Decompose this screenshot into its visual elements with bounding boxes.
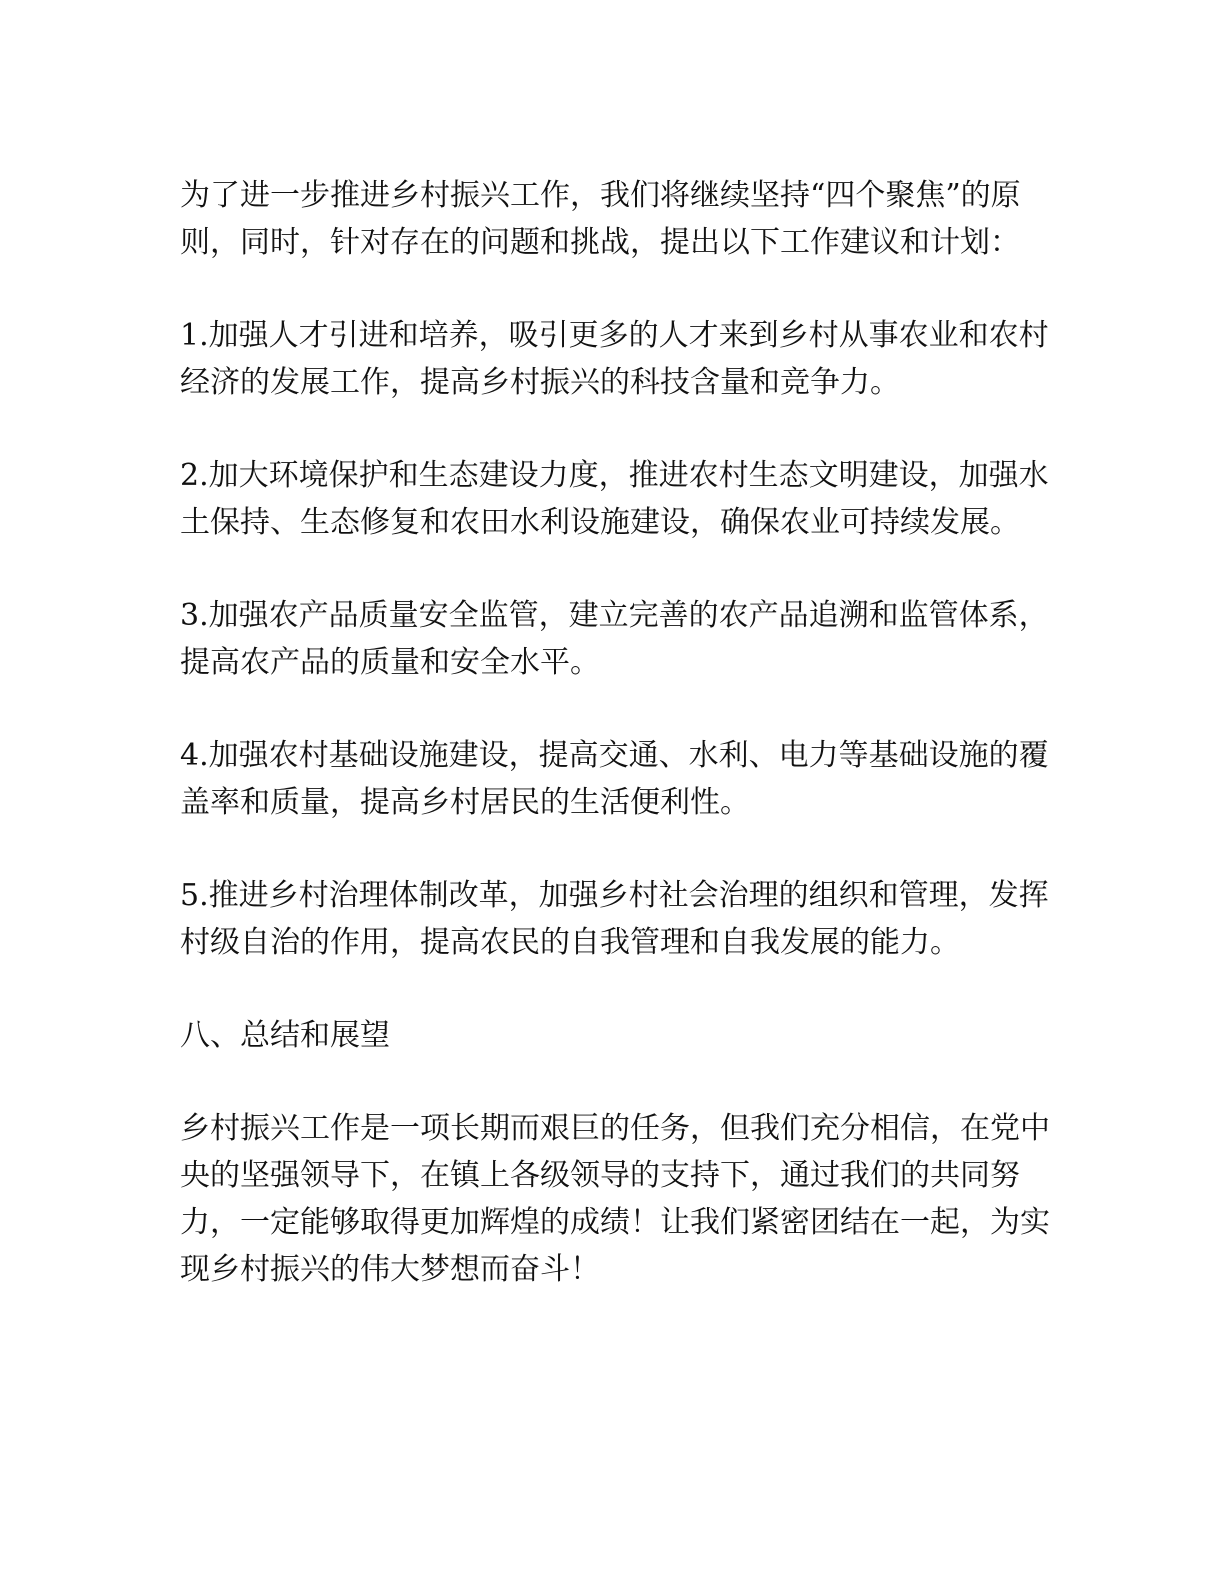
section-heading: 八、总结和展望 [180, 1018, 390, 1053]
document-body [180, 172, 1060, 1339]
list-item: 1.加强人才引进和培养，吸引更多的人才来到乡村从事农业和农村经济的发展工作，提高乡村振兴的科技含量和竞争力。 [180, 318, 1049, 400]
list-item: 4.加强农村基础设施建设，提高交通、水利、电力等基础设施的覆盖率和质量，提高乡村居民的生活便利性。 [180, 738, 1049, 820]
list-item: 5.推进乡村治理体制改革，加强乡村社会治理的组织和管理，发挥村级自治的作用，提高农民的自我管理和自我发展的能力。 [180, 878, 1049, 960]
list-item: 3.加强农产品质量安全监管，建立完善的农产品追溯和监管体系，提高农产品的质量和安全水平。 [180, 598, 1049, 680]
list-item: 2.加大环境保护和生态建设力度，推进农村生态文明建设，加强水土保持、生态修复和农田水利设施建设，确保农业可持续发展。 [180, 458, 1049, 540]
conclusion-paragraph: 乡村振兴工作是一项长期而艰巨的任务，但我们充分相信，在党中央的坚强领导下，在镇上各级领导的支持下，通过我们的共同努力，一定能够取得更加辉煌的成绩！让我们紧密团结在一起，为实现乡村振兴的伟大梦想而奋斗！ [180, 1111, 1050, 1287]
intro-paragraph: 为了进一步推进乡村振兴工作，我们将继续坚持“四个聚焦”的原则，同时，针对存在的问题和挑战，提出以下工作建议和计划： [180, 178, 1021, 260]
